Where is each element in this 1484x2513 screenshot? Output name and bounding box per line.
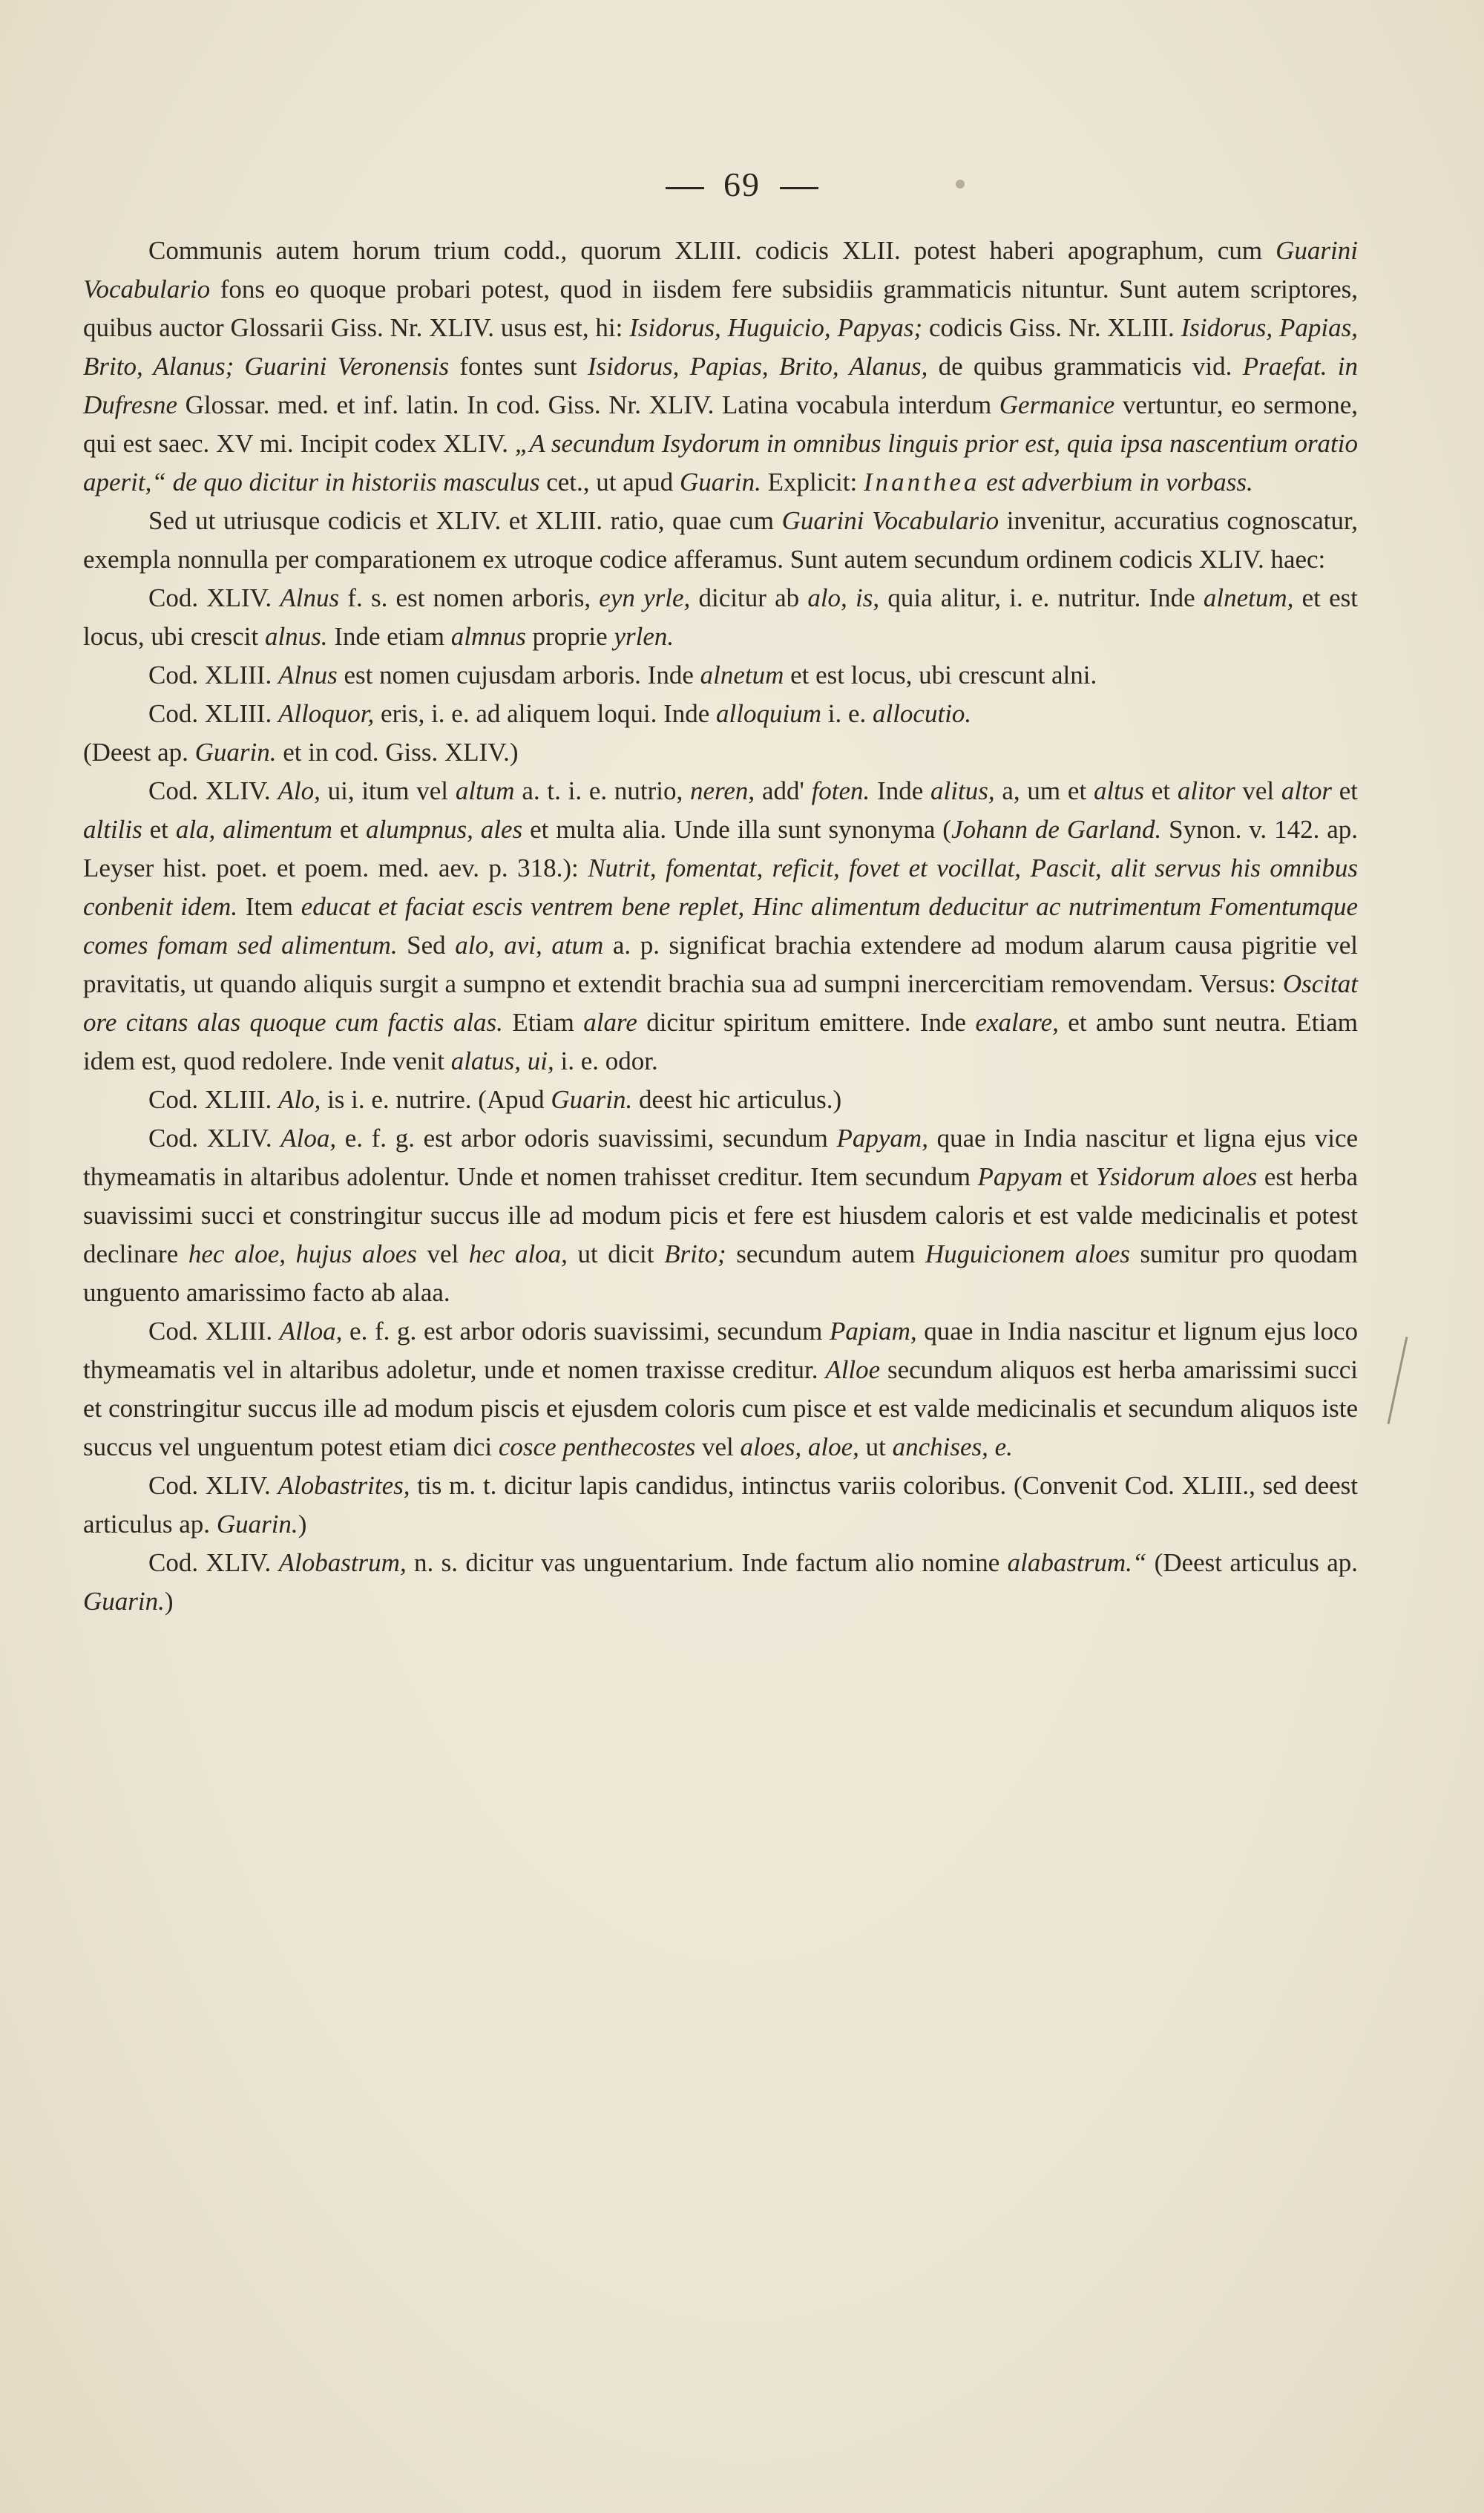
margin-pencil-mark xyxy=(1388,1337,1408,1424)
entry-alobastrum-xliv: Cod. XLIV. Alobastrum, n. s. dicitur vas unguentarium. Inde factum alio nomine alabastrum.“ (Deest articulus ap. Guarin.) xyxy=(83,1548,1358,1616)
entry-alnus-xliii: Cod. XLIII. Alnus est nomen cujusdam arboris. Inde alnetum et est locus, ubi crescunt alni. xyxy=(148,661,1097,689)
right-dash xyxy=(780,187,818,189)
entry-aloa-xliv: Cod. XLIV. Aloa, e. f. g. est arbor odoris suavissimi, secundum Papyam, quae in India nascitur et ligna ejus vice thymeamatis in altaribus adolentur. Unde et nomen trahisset creditur. Item secundum Papyam et Ysidorum aloes est herba suavissimi succi et constringitur succus ille ad modum picis et fere est hiusdem caloris et est valde medicinalis et potest declinare hec aloe, hujus aloes vel hec aloa, ut dicit Brito; secundum autem Huguicionem aloes sumitur pro quodam unguento amarissimo facto ab alaa. xyxy=(83,1124,1359,1307)
entry-alloquor-xliii: Cod. XLIII. Alloquor, eris, i. e. ad aliquem loqui. Inde alloquium i. e. allocutio. xyxy=(148,699,972,728)
paragraph-comparison: Sed ut utriusque codicis et XLIV. et XLIII. ratio, quae cum Guarini Vocabulario invenitur, accuratius cognoscatur, exempla nonnulla per comparationem ex utroque codice afferamus. Sunt autem secundum ordinem codicis XLIV. haec: xyxy=(83,506,1358,574)
left-dash xyxy=(666,187,704,189)
entry-alo-xliv: Cod. XLIV. Alo, ui, itum vel altum a. t. i. e. nutrio, neren, add' foten. Inde alitus, a, um et altus et alitor vel altor et altilis et ala, alimentum et alumpnus, ales et multa alia. Unde illa sunt synonyma (Johann de Garland. Synon. v. 142. ap. Leyser hist. poet. et poem. med. aev. p. 318.): Nutrit, fomentat, reficit, fovet et vocillat, Pascit, alit servus his omnibus conbenit idem. Item educat et faciat escis ventrem bene replet, Hinc alimentum deducitur ac nutrimentum Fomentumque comes fomam sed alimentum. Sed alo, avi, atum a. p. significat brachia extendere ad modum alarum causa pigritie vel pravitatis, ut quando aliquis surgit a sumpno et extendit brachia sua ad sumpni inercercitiam removendam. Versus: Oscitat ore citans alas quoque cum factis alas. Etiam alare dicitur spiritum emittere. Inde exalare, et ambo sunt neutra. Etiam idem est, quod redolere. Inde venit alatus, ui, i. e. odor. xyxy=(83,776,1359,1075)
entry-alnus-xliv: Cod. XLIV. Alnus f. s. est nomen arboris, eyn yrle, dicitur ab alo, is, quia alitur, i. e. nutritur. Inde alnetum, et est locus, ubi crescit alnus. Inde etiam almnus proprie yrlen. xyxy=(83,583,1359,651)
entry-alloa-xliii: Cod. XLIII. Alloa, e. f. g. est arbor odoris suavissimi, secundum Papiam, quae in India nascitur et lignum ejus loco thymeamatis vel in altaribus adoletur, unde et nomen traxisse creditur. Alloe secundum aliquos est herba amarissimi succi et constringitur succus ille ad modum piscis et ejusdem coloris cum pisce et est valde medicinalis et secundum aliquos iste succus vel unguentum potest etiam dici cosce penthecostes vel aloes, aloe, ut anchises, e. xyxy=(83,1317,1359,1461)
entry-alobastrites-xliv: Cod. XLIV. Alobastrites, tis m. t. dicitur lapis candidus, intinctus variis coloribus. (Convenit Cod. XLIII., sed deest articulus ap. Guarin.) xyxy=(83,1471,1359,1539)
page-number: 69 xyxy=(723,166,761,203)
entry-alo-xliii: Cod. XLIII. Alo, is i. e. nutrire. (Apud Guarin. deest hic articulus.) xyxy=(148,1085,842,1114)
page-number-header xyxy=(0,165,1484,204)
paragraph-intro: Communis autem horum trium codd., quorum XLIII. codicis XLII. potest haberi apographum, cum Guarini Vocabulario fons eo quoque probari potest, quod in iisdem fere subsidiis grammaticis nituntur. Sunt autem scriptores, quibus auctor Glossarii Giss. Nr. XLIV. usus est, hi: Isidorus, Huguicio, Papyas; codicis Giss. Nr. XLIII. Isidorus, Papias, Brito, Alanus; Guarini Veronensis fontes sunt Isidorus, Papias, Brito, Alanus, de quibus grammaticis vid. Praefat. in Dufresne Glossar. med. et inf. latin. In cod. Giss. Nr. XLIV. Latina vocabula interdum Germanice vertuntur, eo sermone, qui est saec. XV mi. Incipit codex XLIV. „A secundum Isydorum in omnibus linguis prior est, quia ipsa nascentium oratio aperit,“ de quo dicitur in historiis masculus cet., ut apud Guarin. Explicit: Inanthea est adverbium in vorbass. xyxy=(83,236,1359,497)
body-text xyxy=(83,232,1358,1621)
note-alloquor: (Deest ap. Guarin. et in cod. Giss. XLIV.) xyxy=(83,738,519,767)
paper-speck xyxy=(956,180,965,189)
